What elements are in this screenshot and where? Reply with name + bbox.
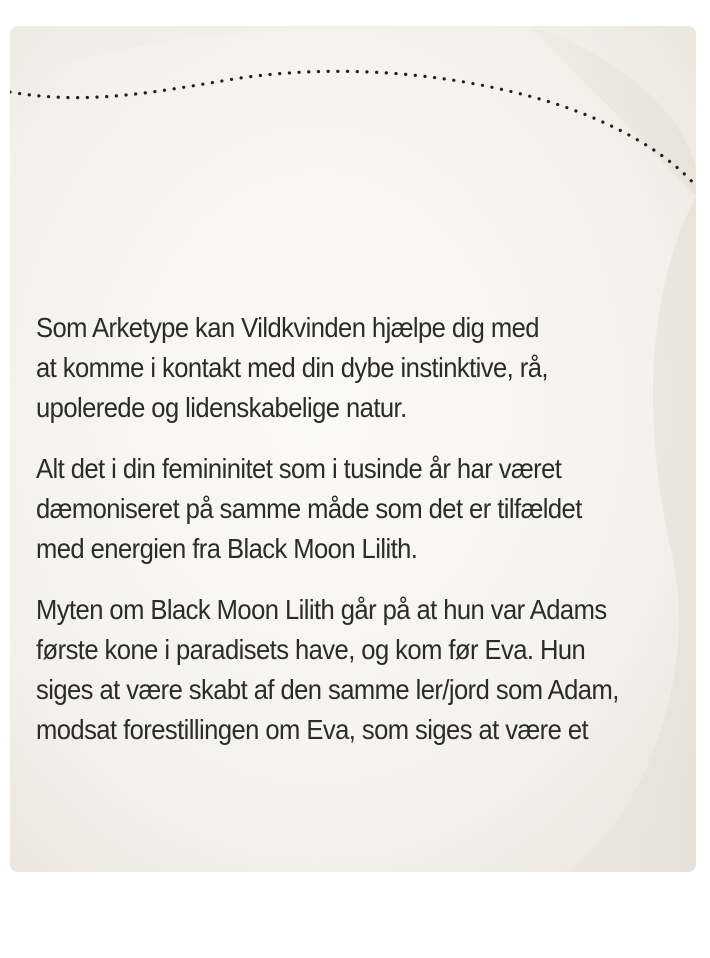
text-line: første kone i paradisets have, og kom før Eva. Hun <box>36 634 586 665</box>
paragraph <box>36 590 646 750</box>
text-line: siges at være skabt af den samme ler/jord som Adam, <box>36 674 619 705</box>
text-line: Alt det i din femininitet som i tusinde år har været <box>36 453 562 484</box>
paragraph <box>36 308 646 428</box>
text-line: dæmoniseret på samme måde som det er tilfældet <box>36 493 582 524</box>
content-card <box>10 26 696 872</box>
article-text <box>36 308 646 771</box>
text-line: at komme i kontakt med din dybe instinktive, rå, <box>36 352 548 383</box>
text-line: upolerede og lidenskabelige natur. <box>36 392 407 423</box>
text-line: Myten om Black Moon Lilith går på at hun var Adams <box>36 594 607 625</box>
text-line: med energien fra Black Moon Lilith. <box>36 533 418 564</box>
text-line: modsat forestillingen om Eva, som siges at være et <box>36 714 589 745</box>
paragraph <box>36 449 646 569</box>
text-line: Som Arketype kan Vildkvinden hjælpe dig med <box>36 312 539 343</box>
